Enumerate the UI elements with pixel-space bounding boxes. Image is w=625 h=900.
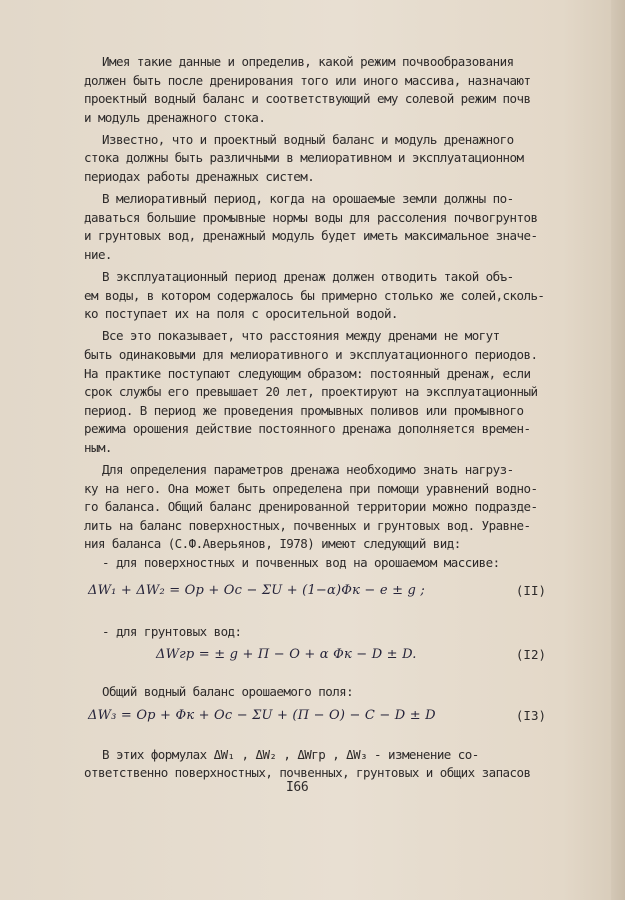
text-line: На практике поступают следующим образом: постоянный дренаж, если — [84, 365, 531, 381]
text-line: Общий водный баланс орошаемого поля: — [102, 684, 354, 700]
text-line: стока должны быть различными в мелиоративном и эксплуатационном — [84, 150, 524, 166]
formula-expression: ΔWгр = ± g + П − O + α Φк − D ± D. — [156, 647, 417, 663]
text-line: ния баланса (С.Ф.Аверьянов, I978) имеют следующий вид: — [84, 536, 461, 552]
text-line: ние. — [84, 246, 112, 262]
text-line: го баланса. Общий баланс дренированной территории можно подразде- — [84, 499, 538, 515]
formula-expression: ΔW₁ + ΔW₂ = Oр + Oс − ΣU + (1−α)Φк − e ± g ; — [88, 582, 425, 598]
formula-number: (I2) — [515, 647, 546, 663]
text-body — [84, 53, 554, 783]
text-line: период. В период же проведения промывных поливов или промывного — [84, 402, 524, 418]
text-line: Для определения параметров дренажа необходимо знать нагруз- — [102, 461, 514, 477]
formula-13 — [84, 702, 554, 732]
text-line: Все это показывает, что расстояния между дренами не могут — [102, 328, 500, 344]
text-line: В эксплуатационный период дренаж должен отводить такой объ- — [102, 269, 514, 285]
text-line: лить на баланс поверхностных, почвенных и грунтовых вод. Уравне- — [84, 517, 531, 533]
text-line: режима орошения действие постоянного дренажа дополняется времен- — [84, 421, 531, 437]
text-line: Имея такие данные и определив, какой режим почвообразования — [102, 54, 514, 69]
text-line: ответственно поверхностных, почвенных, грунтовых и общих запасов — [84, 765, 531, 781]
formula-expression: ΔW₃ = Oр + Φк + Oс − ΣU + (П − O) − C − D ± D — [88, 707, 436, 723]
text-line: ку на него. Она может быть определена при помощи уравнений водно- — [84, 480, 538, 496]
text-line: ко поступает их на поля с оросительной водой. — [84, 306, 398, 322]
text-line: - для грунтовых вод: — [102, 623, 242, 639]
text-line: Известно, что и проектный водный баланс и модуль дренажного — [102, 131, 514, 147]
page-edge-shadow — [611, 0, 625, 900]
page-number: I66 — [286, 780, 309, 795]
text-line: ным. — [84, 439, 112, 455]
text-line: и модуль дренажного стока. — [84, 109, 266, 125]
formula-number: (I3) — [515, 707, 546, 723]
text-line: должен быть после дренирования того или иного массива, назначают — [84, 72, 531, 88]
formula-number: (II) — [515, 582, 546, 598]
text-line: срок службы его превышает 20 лет, проектируют на эксплуатационный — [84, 384, 538, 400]
text-line: В мелиоративный период, когда на орошаемые земли должны по- — [102, 191, 514, 207]
text-line: В этих формулах ΔW₁ , ΔW₂ , ΔWгр , ΔW₃ - изменение со- — [102, 746, 479, 762]
formula-12 — [84, 641, 554, 671]
text-line: быть одинаковыми для мелиоративного и эксплуатационного периодов. — [84, 346, 538, 362]
formula-11 — [84, 577, 554, 607]
text-line: - для поверхностных и почвенных вод на орошаемом массиве: — [102, 554, 500, 570]
text-line: даваться большие промывные нормы воды для рассоления почвогрунтов — [84, 209, 538, 225]
text-line: и грунтовых вод, дренажный модуль будет иметь максимальное значе- — [84, 228, 538, 244]
text-line: ем воды, в котором содержалось бы примерно столько же солей,сколь- — [84, 287, 545, 303]
text-line: периодах работы дренажных систем. — [84, 169, 315, 185]
text-line: проектный водный баланс и соответствующий ему солевой режим почв — [84, 91, 531, 107]
